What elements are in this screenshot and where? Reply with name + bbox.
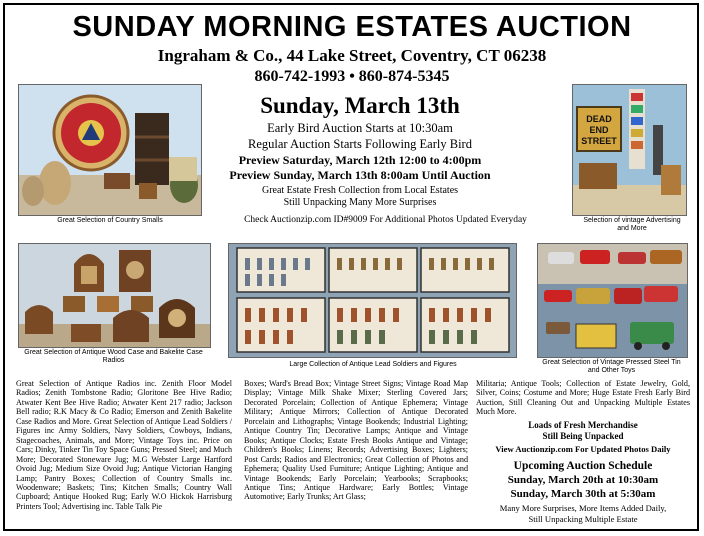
- preview-sunday-line: Preview Sunday, March 13th 8:00am Until Auction: [229, 168, 491, 182]
- early-bird-line: Early Bird Auction Starts at 10:30am: [267, 121, 453, 135]
- toys-photo: [537, 243, 688, 358]
- soldiers-caption: Large Collection of Antique Lead Soldiers and Figures: [289, 361, 457, 368]
- upcoming-date-2: Sunday, March 30th at 5:30am: [510, 488, 656, 500]
- items-column-2: Boxes; Ward's Bread Box; Vintage Street Signs; Vintage Road Map Display; Vintage Milk Shake Mixer; Sterling Covered Jars; Decorated Porcelain; Collection of Antique Ephemera; Vintage Military; Antique Mirrors; Collection of Antique Decorated Porcelain and Lithographs; Vintage Bookends; Industrial Lighting; Antique Country Tin; Decorative Lamps; Antique and Vintage Books; Antique Clocks; Estate Fresh Books Antique and Vintage; Children's Books; Linens; Records; Advertising Boxes; Lighters; Post Cards; Radios and Electronics; Great Collection of Photos and Ephemera; Quality Used Furniture; Antique Lighting; Antique and Vintage Bookends; Early Porcelain; Yearbooks; Scrapbooks; Antique Tins; Antique Hardware; Early Bottles; Vintage Automotive; Early Trunks; Art Glass;: [244, 379, 468, 502]
- country-smalls-photo: [18, 84, 202, 216]
- more-surprises-line-1: Many More Surprises, More Items Added Daily,: [499, 503, 667, 513]
- sign-word-street: STREET: [581, 136, 617, 146]
- auction-title: SUNDAY MORNING ESTATES AUCTION: [72, 11, 632, 43]
- phone-numbers: 860-742-1993 • 860-874-5345: [254, 68, 450, 85]
- sign-word-dead: DEAD: [586, 114, 612, 124]
- soldiers-photo: [228, 243, 517, 358]
- radios-photo: [18, 243, 211, 348]
- advertising-caption: Selection of vintage Advertising and More: [583, 217, 681, 232]
- unpacking-line: Still Unpacking Many More Surprises: [283, 197, 437, 208]
- auctionzip-check-line: Check Auctionzip.com ID#9009 For Additional Photos Updated Everyday: [244, 215, 527, 225]
- items-column-1: Great Selection of Antique Radios inc. Zenith Floor Model Radios; Zenith Tombstone Radio; Gloritone Bee Hive Radio; Atwater Kent Bee Hive Radio; Atwater Kent 217 radio; Jackson Bell radio; R.K Macy & Co Radio; Emerson and Zenith Bakelite Case Radios and More. Great Selection of Antique Lead Soldiers / Figures inc Army Soldiers, Navy Soldiers, Cowboys, Indians, Stagecoaches, Animals, and More; Vintage Toys inc. Price on Cars; Dinky, Tinker Tin Toy Space Guns; Pressed Steel; and Much More; Decorated Stoneware Jug; M.G Webster Large Hartford Ovoid Jug; Medium Size Ovoid Jug; Antique Victorian Hanging Lamp; Pantry Boxes; Collection of Country Smalls inc. Woodenware; Baskets; Tins; Kitchen Smalls; Country Wall Cupboard; Antique Hooked Rug; Early W.O Hickok Harrisburg Printers Tool; Advertising inc. Table Talk Pie: [16, 379, 232, 511]
- upcoming-schedule-heading: Upcoming Auction Schedule: [513, 460, 653, 472]
- auction-address: Ingraham & Co., 44 Lake Street, Coventry, CT 06238: [157, 46, 547, 65]
- toys-caption: Great Selection of Vintage Pressed Steel Tin and Other Toys: [542, 359, 681, 374]
- radios-caption: Great Selection of Antique Wood Case and Bakelite Case Radios: [24, 349, 203, 364]
- view-auctionzip-line: View Auctionzip.com For Updated Photos Daily: [495, 444, 671, 454]
- loads-line-1: Loads of Fresh Merchandise: [528, 420, 638, 430]
- preview-saturday-line: Preview Saturday, March 12th 12:00 to 4:00pm: [238, 153, 482, 167]
- fresh-collection-line: Great Estate Fresh Collection from Local Estates: [261, 185, 459, 196]
- items-column-3: Militaria; Antique Tools; Collection of Estate Jewelry, Gold, Silver, Coins; Costume and More; Huge Estate Fresh Early Bird Auction, Still Cleaning Out and Unpacking Multiple Estates Much More.: [476, 379, 690, 417]
- country-smalls-caption: Great Selection of Country Smalls: [57, 217, 163, 224]
- auction-date: Sunday, March 13th: [260, 93, 460, 118]
- loads-line-2: Still Being Unpacked: [542, 431, 624, 441]
- more-surprises-line-2: Still Unpacking Multiple Estate: [528, 514, 638, 524]
- sign-word-end: END: [589, 125, 609, 135]
- regular-auction-line: Regular Auction Starts Following Early Bird: [248, 137, 472, 151]
- advertising-photo: [572, 84, 687, 216]
- upcoming-date-1: Sunday, March 20th at 10:30am: [507, 474, 659, 486]
